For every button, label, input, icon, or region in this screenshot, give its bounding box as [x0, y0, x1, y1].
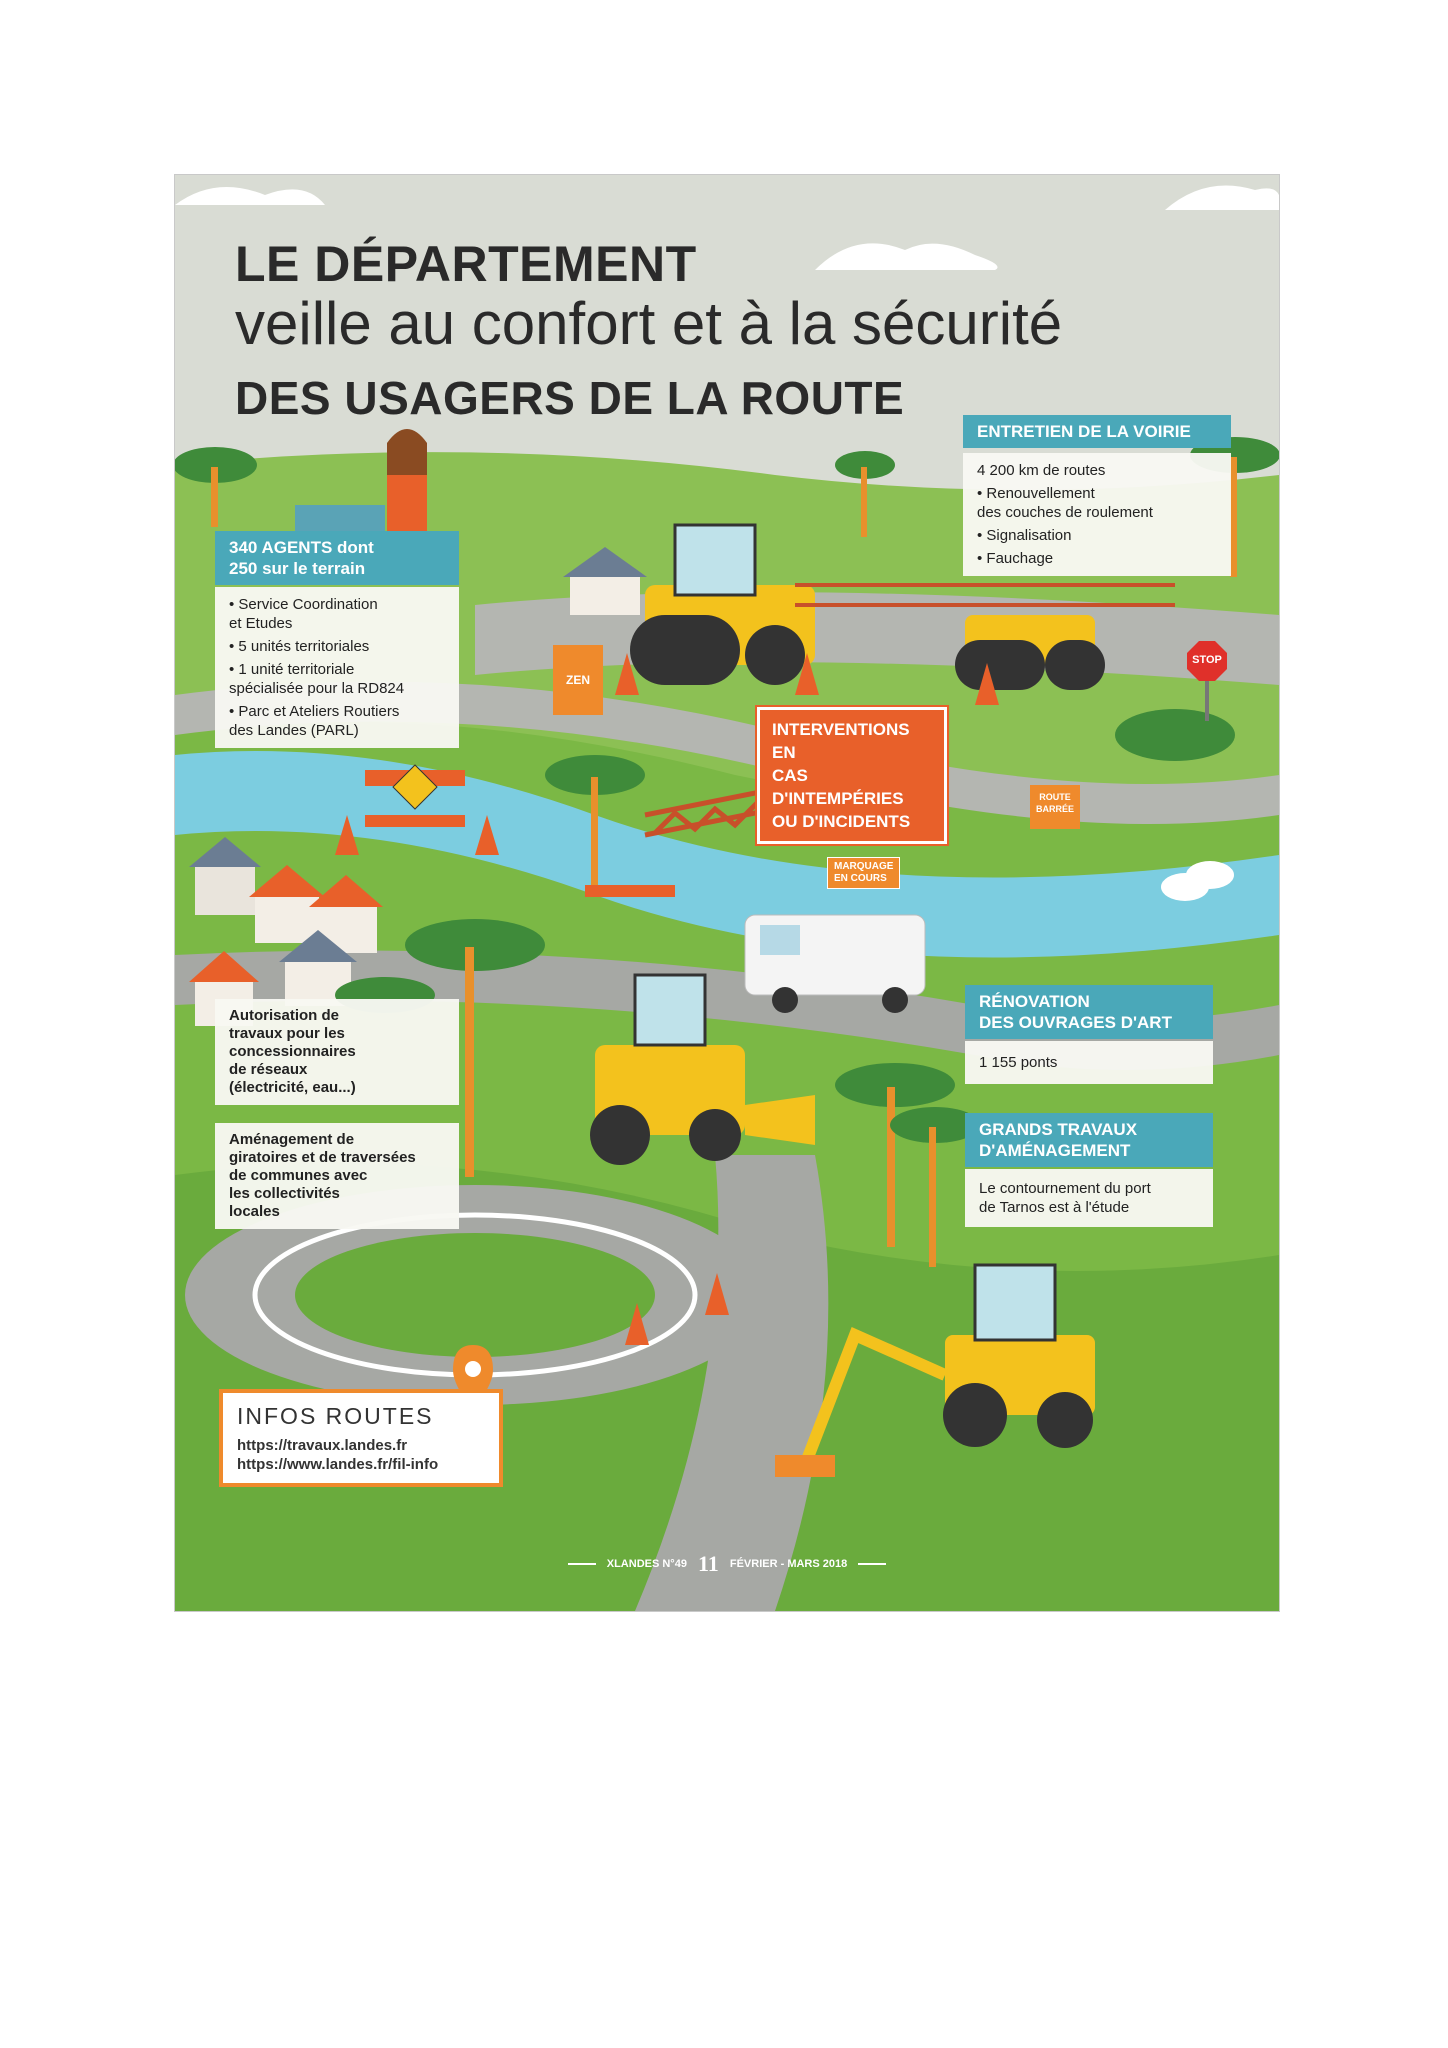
autorisation-line-2: travaux pour les: [229, 1025, 345, 1042]
grands-travaux-body-line-2: de Tarnos est à l'étude: [979, 1199, 1130, 1216]
title-line-2: veille au confort et à la sécurité: [235, 290, 1063, 357]
agents-item-3: • 1 unité territoriale: [229, 661, 355, 678]
entretien-item-4: • Fauchage: [977, 550, 1054, 567]
agents-heading: [215, 531, 459, 585]
footer-date: FÉVRIER - MARS 2018: [729, 1557, 848, 1570]
infos-link-fil-info[interactable]: https://www.landes.fr/fil-info: [237, 1456, 439, 1473]
autorisation-box: [215, 999, 459, 1105]
infos-routes-box: [219, 1389, 503, 1487]
grands-travaux-heading-line-1: GRANDS TRAVAUX: [979, 1120, 1138, 1139]
grands-travaux-heading-line-2: D'AMÉNAGEMENT: [979, 1141, 1131, 1160]
autorisation-line-1: Autorisation de: [229, 1007, 340, 1024]
agents-item-4b: des Landes (PARL): [229, 722, 359, 739]
agents-item-2: • 5 unités territoriales: [229, 638, 370, 655]
bench: [585, 885, 675, 897]
agents-item-3b: spécialisée pour la RD824: [229, 680, 405, 697]
renovation-heading-line-2: DES OUVRAGES D'ART: [979, 1013, 1172, 1032]
footer-dash-left: [568, 1563, 596, 1565]
renovation-body: 1 155 ponts: [965, 1041, 1213, 1084]
entretien-item-2: • Renouvellement: [977, 485, 1095, 502]
grands-travaux-body-line-1: Le contournement du port: [979, 1180, 1151, 1197]
amenagement-line-2: giratoires et de traversées: [229, 1149, 416, 1166]
poster: [174, 174, 1280, 1612]
infos-routes-heading: INFOS ROUTES: [237, 1403, 434, 1429]
autorisation-line-5: (électricité, eau...): [229, 1079, 356, 1096]
interventions-line-1: INTERVENTIONS EN: [772, 720, 910, 762]
page-footer: [175, 1551, 1279, 1577]
route-barree-line-2: BARRÉE: [1035, 804, 1074, 814]
route-barree-sign: [1030, 791, 1080, 815]
footer-page-number: 11: [698, 1551, 719, 1576]
entretien-item-2b: des couches de roulement: [977, 504, 1153, 521]
agents-heading-line-2: 250 sur le terrain: [229, 559, 366, 578]
road-roller-right-illustration: [955, 615, 1105, 690]
autorisation-line-4: de réseaux: [229, 1061, 308, 1078]
footer-magazine: XLANDES N°49: [606, 1557, 687, 1570]
title-line-1: LE DÉPARTEMENT: [235, 236, 697, 292]
route-barree-line-1: ROUTE: [1039, 792, 1071, 802]
entretien-body: [963, 453, 1231, 576]
renovation-heading-line-1: RÉNOVATION: [979, 992, 1090, 1011]
interventions-box: [757, 707, 947, 844]
stop-sign-text: STOP: [1192, 654, 1222, 666]
entretien-item-1: 4 200 km de routes: [977, 462, 1106, 479]
entretien-item-3: • Signalisation: [977, 527, 1072, 544]
grands-travaux-body: [965, 1169, 1213, 1227]
agents-heading-line-1: 340 AGENTS dont: [229, 538, 374, 557]
agents-item-1b: et Etudes: [229, 615, 293, 632]
amenagement-line-1: Aménagement de: [229, 1131, 355, 1148]
marquage-line-1: MARQUAGE: [834, 861, 894, 872]
interventions-line-3: OU D'INCIDENTS: [772, 812, 911, 831]
title-line-3: DES USAGERS DE LA ROUTE: [235, 372, 905, 424]
renovation-heading: [965, 985, 1213, 1039]
entretien-heading: ENTRETIEN DE LA VOIRIE: [963, 415, 1231, 448]
amenagement-line-3: de communes avec: [229, 1167, 368, 1184]
marquage-line-2: EN COURS: [834, 873, 887, 884]
amenagement-line-5: locales: [229, 1203, 280, 1220]
amenagement-line-4: les collectivités: [229, 1185, 340, 1202]
infos-link-travaux[interactable]: https://travaux.landes.fr: [237, 1437, 408, 1454]
agents-item-1: • Service Coordination: [229, 596, 378, 613]
footer-dash-right: [858, 1563, 886, 1565]
agents-item-4: • Parc et Ateliers Routiers: [229, 703, 400, 720]
agents-body: [215, 587, 459, 748]
grands-travaux-heading: [965, 1113, 1213, 1167]
amenagement-box: [215, 1123, 459, 1229]
zen-sign-text: ZEN: [566, 673, 590, 687]
autorisation-line-3: concessionnaires: [229, 1043, 356, 1060]
interventions-line-2: CAS D'INTEMPÉRIES: [772, 766, 904, 808]
marquage-sign: [827, 857, 900, 889]
